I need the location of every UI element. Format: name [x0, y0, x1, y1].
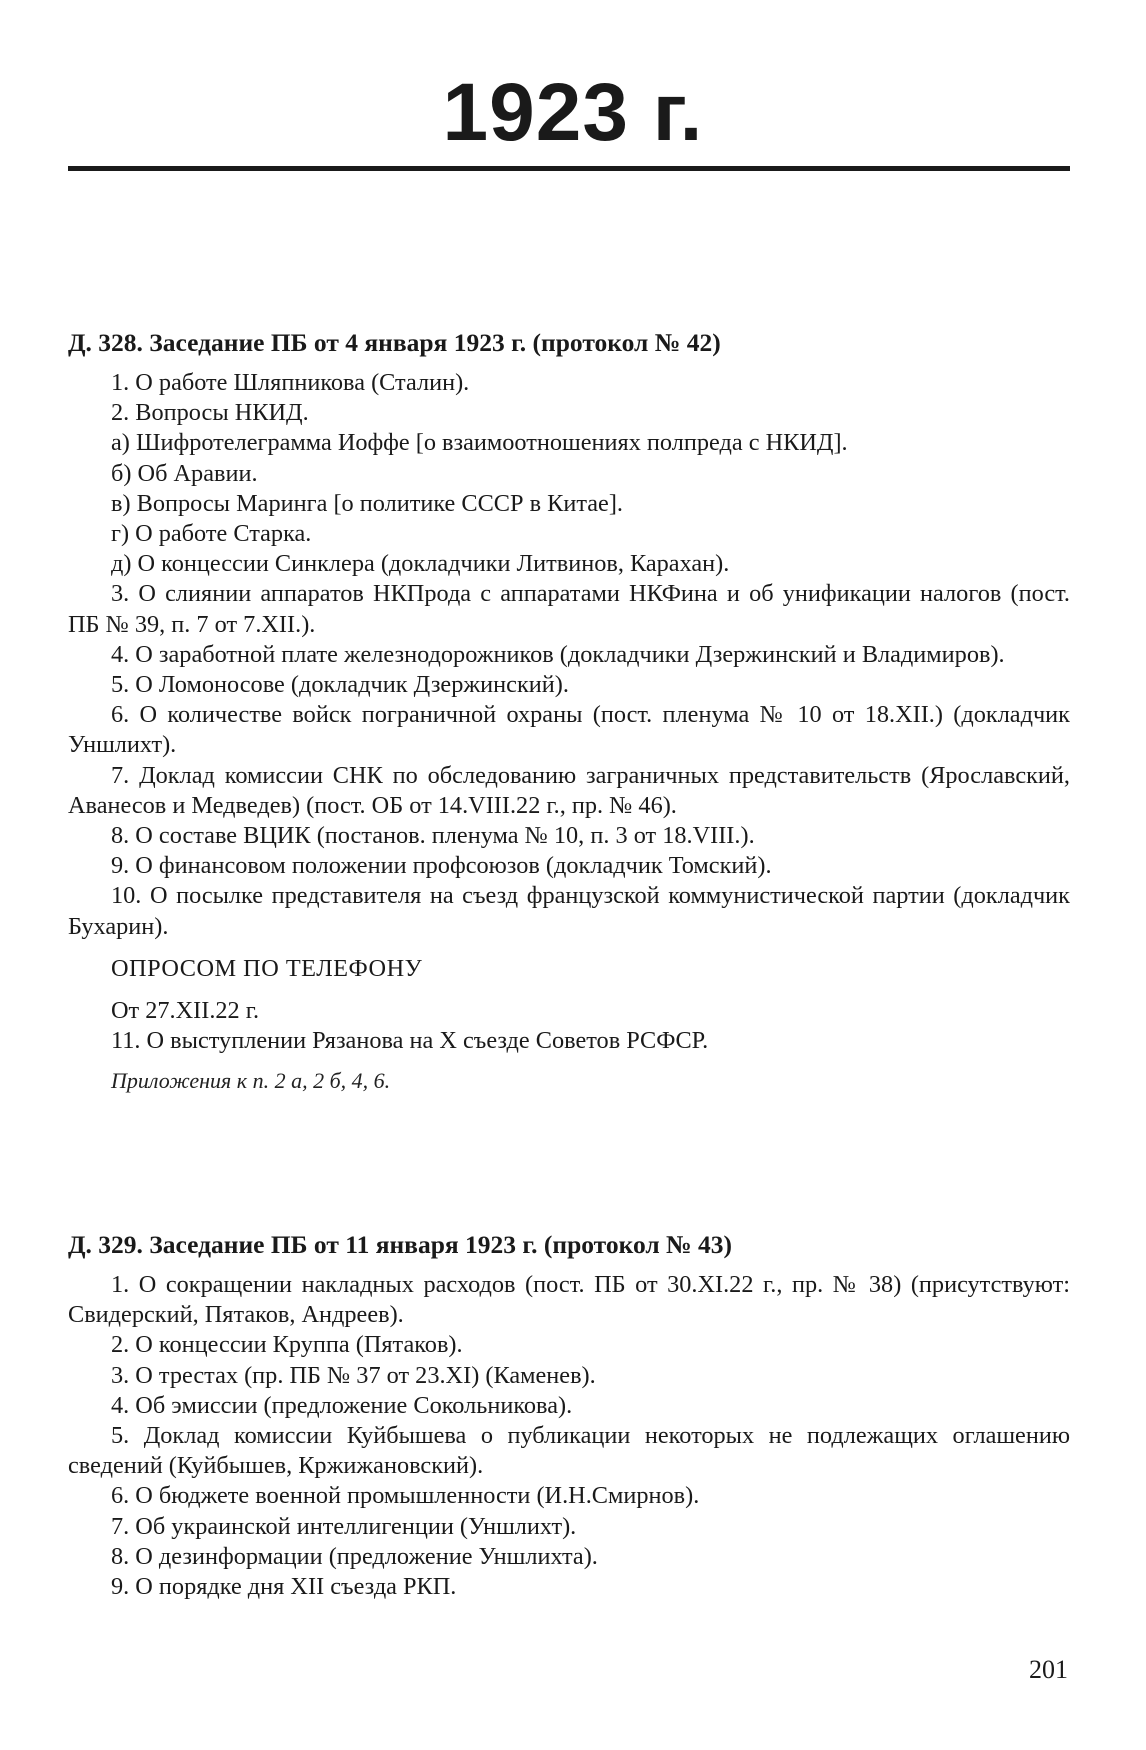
agenda-item: 9. О порядке дня XII съезда РКП.: [111, 1573, 457, 1601]
appendix-note: Приложения к п. 2 а, 2 б, 4, 6.: [111, 1068, 391, 1094]
agenda-item: 7. Об украинской интеллигенции (Уншлихт).: [111, 1512, 577, 1540]
agenda-item: 5. О Ломоносове (докладчик Дзержинский).: [111, 671, 569, 699]
page-year-title: 1923 г.: [442, 67, 704, 158]
agenda-item: 8. О составе ВЦИК (постанов. пленума № 10, п. 3 от 18.VIII.).: [111, 822, 755, 850]
agenda-item: 4. Об эмиссии (предложение Сокольникова).: [111, 1391, 573, 1419]
agenda-item: 7. Доклад комиссии СНК по обследованию заграничных представительств (Ярославский, Аванесов и Медведев) (пост. ОБ от 14.VIII.22 г., пр. № 46).: [68, 761, 1070, 819]
document-329: [68, 1228, 1070, 1602]
agenda-item: 10. О посылке представителя на съезд французской коммунистической партии (докладчик Бухарин).: [68, 882, 1070, 940]
title-divider: [68, 166, 1070, 171]
agenda-item: д) О концессии Синклера (докладчики Литвинов, Карахан).: [111, 550, 730, 578]
agenda-item: 6. О бюджете военной промышленности (И.Н.Смирнов).: [111, 1482, 700, 1510]
page-number: 201: [1029, 1655, 1068, 1684]
agenda-item: 4. О заработной плате железнодорожников (докладчики Дзержинский и Владимиров).: [111, 640, 1005, 668]
agenda-item: 8. О дезинформации (предложение Уншлихта).: [111, 1542, 598, 1570]
agenda-item: 3. О трестах (пр. ПБ № 37 от 23.XI) (Каменев).: [111, 1361, 596, 1389]
phone-poll-heading: ОПРОСОМ ПО ТЕЛЕФОНУ: [111, 954, 423, 982]
agenda-item: 5. Доклад комиссии Куйбышева о публикации некоторых не подлежащих оглашению сведений (Куйбышев, Кржижановский).: [68, 1422, 1070, 1480]
phone-poll-date: От 27.XII.22 г.: [111, 997, 260, 1025]
agenda-item: г) О работе Старка.: [111, 520, 312, 548]
document-328: [68, 326, 1070, 1096]
agenda-item: 2. О концессии Круппа (Пятаков).: [111, 1331, 463, 1359]
agenda-item: 2. Вопросы НКИД.: [111, 399, 309, 427]
agenda-item: 1. О работе Шляпникова (Сталин).: [111, 369, 470, 396]
agenda-item: 9. О финансовом положении профсоюзов (докладчик Томский).: [111, 852, 772, 880]
document-328-heading: Д. 328. Заседание ПБ от 4 января 1923 г. (протокол № 42): [68, 328, 721, 357]
agenda-item: 3. О слиянии аппаратов НКПрода с аппаратами НКФина и об унификации налогов (пост. ПБ № 39, п. 7 от 7.XII.).: [68, 580, 1070, 638]
agenda-item: 1. О сокращении накладных расходов (пост. ПБ от 30.XI.22 г., пр. № 38) (присутствуют: Свидерский, Пятаков, Андреев).: [68, 1271, 1070, 1329]
agenda-item: 6. О количестве войск пограничной охраны (пост. пленума № 10 от 18.XII.) (докладчик Уншлихт).: [68, 701, 1070, 759]
agenda-item: б) Об Аравии.: [111, 459, 258, 487]
agenda-item: 11. О выступлении Рязанова на X съезде Советов РСФСР.: [111, 1027, 709, 1055]
agenda-item: в) Вопросы Маринга [о политике СССР в Китае].: [111, 489, 624, 517]
agenda-item: а) Шифротелеграмма Иоффе [о взаимоотношениях полпреда с НКИД].: [111, 429, 848, 457]
document-329-heading: Д. 329. Заседание ПБ от 11 января 1923 г. (протокол № 43): [68, 1230, 733, 1259]
